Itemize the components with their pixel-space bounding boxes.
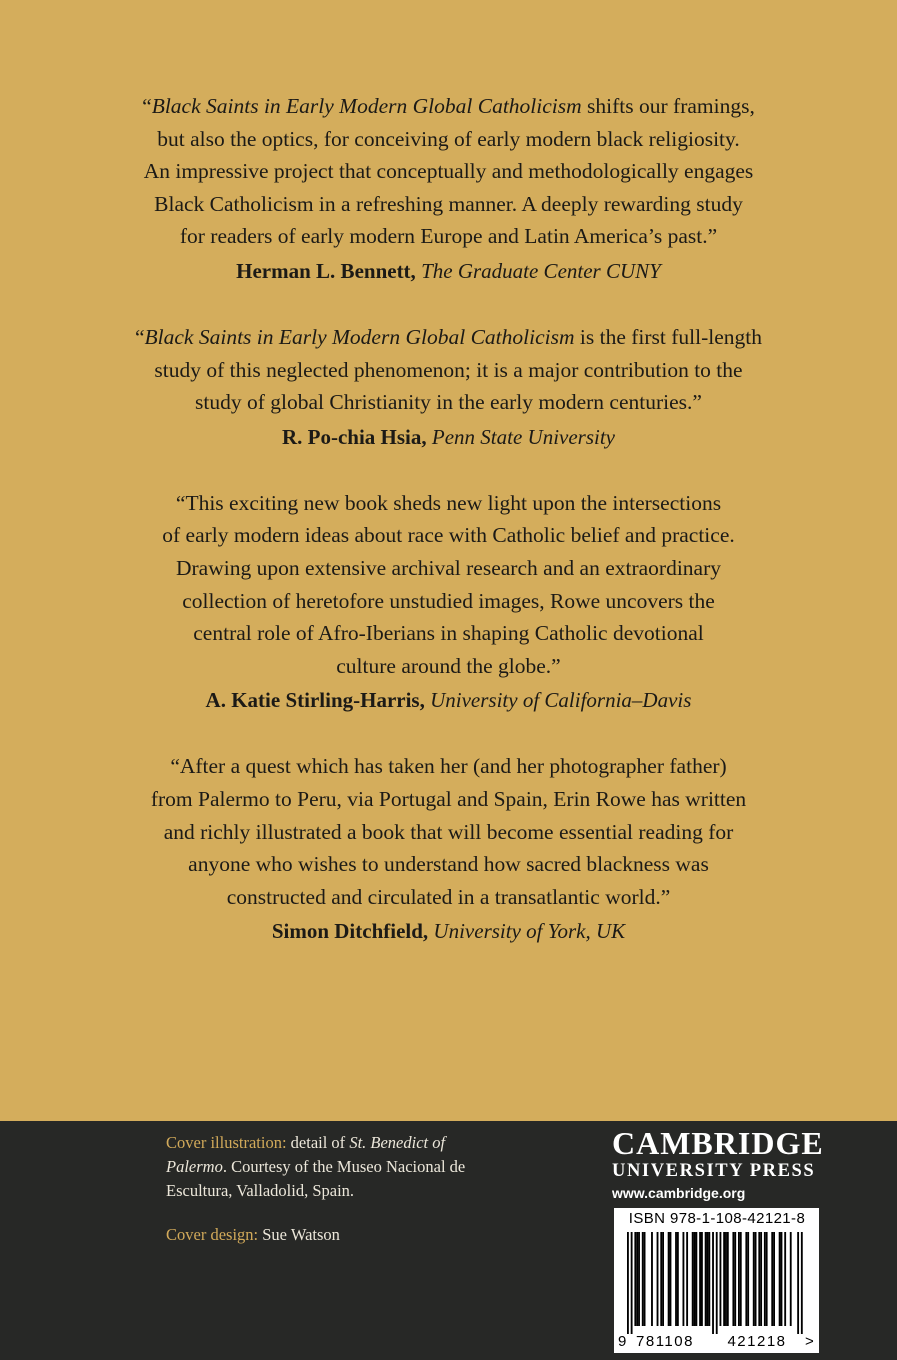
barcode-bar bbox=[755, 1232, 757, 1326]
barcode-bar bbox=[712, 1232, 714, 1334]
barcode-quiet-mark: > bbox=[805, 1333, 814, 1350]
barcode-bar bbox=[771, 1232, 773, 1326]
cover-credits bbox=[166, 1131, 496, 1267]
barcode-digits-right: 421218 bbox=[727, 1333, 787, 1350]
quote-text: “This exciting new book sheds new light upon the intersections bbox=[175, 490, 722, 515]
barcode-bar bbox=[699, 1232, 701, 1326]
barcode-bar bbox=[784, 1232, 786, 1326]
endorsements bbox=[0, 90, 897, 981]
barcode-bar bbox=[631, 1232, 633, 1334]
endorsement-line bbox=[0, 155, 897, 188]
barcode-bar bbox=[627, 1232, 629, 1334]
quote-text: but also the optics, for conceiving of early modern black religiosity. bbox=[157, 126, 740, 151]
endorsement-line bbox=[0, 519, 897, 552]
barcode-bar bbox=[720, 1232, 722, 1326]
barcode-bar bbox=[692, 1232, 694, 1326]
barcode-bar bbox=[634, 1232, 636, 1326]
endorsement bbox=[0, 90, 897, 287]
illustration-credit-post: . Courtesy of the Museo Nacional de Escultura, Valladolid, Spain. bbox=[166, 1157, 466, 1200]
quote-text: constructed and circulated in a transatlantic world.” bbox=[226, 884, 671, 909]
barcode-bar bbox=[675, 1232, 677, 1326]
book-title: Black Saints in Early Modern Global Catholicism bbox=[151, 94, 582, 118]
barcode-bar bbox=[683, 1232, 685, 1326]
barcode-bar bbox=[738, 1232, 740, 1326]
quote-text: for readers of early modern Europe and Latin America’s past.” bbox=[179, 224, 718, 249]
barcode-box bbox=[614, 1208, 819, 1353]
barcode-bar bbox=[725, 1232, 727, 1326]
barcode bbox=[614, 1230, 819, 1352]
barcode-bar bbox=[727, 1232, 729, 1326]
publisher-logo bbox=[612, 1125, 824, 1204]
endorsement-line bbox=[0, 220, 897, 253]
endorsement-line bbox=[0, 783, 897, 816]
quote-text: and richly illustrated a book that will become essential reading for bbox=[163, 819, 734, 844]
endorser-name: R. Po-chia Hsia, bbox=[281, 424, 432, 449]
barcode-bar bbox=[695, 1232, 697, 1326]
barcode-bar bbox=[779, 1232, 781, 1326]
endorser-name: Herman L. Bennett, bbox=[236, 258, 422, 283]
quote-text: An impressive project that conceptually and methodologically engages bbox=[143, 159, 754, 184]
quote-text: Drawing upon extensive archival research and an extraordinary bbox=[175, 555, 722, 580]
barcode-bar bbox=[708, 1232, 710, 1326]
barcode-bar bbox=[764, 1232, 766, 1326]
barcode-bar bbox=[781, 1232, 783, 1326]
barcode-bar bbox=[670, 1232, 672, 1326]
barcode-bar bbox=[638, 1232, 640, 1326]
illustration-title: St. Benedict of Palermo bbox=[166, 1133, 446, 1176]
design-credit-label: Cover design: bbox=[166, 1225, 259, 1244]
publisher-name: CAMBRIDGE bbox=[612, 1125, 824, 1161]
quote-text: study of global Christianity in the early modern centuries.” bbox=[195, 390, 702, 415]
endorsement-line bbox=[0, 321, 897, 354]
barcode-digits-left: 781108 bbox=[636, 1333, 694, 1350]
design-credit bbox=[166, 1223, 496, 1247]
endorsement-line bbox=[0, 650, 897, 683]
endorsement-line bbox=[0, 750, 897, 783]
barcode-bar bbox=[732, 1232, 734, 1326]
quote-text: Black Catholicism in a refreshing manner. A deeply rewarding study bbox=[154, 191, 743, 216]
endorsement-attribution bbox=[0, 421, 897, 453]
illustration-credit bbox=[166, 1131, 496, 1203]
quote-text: “ bbox=[134, 324, 145, 349]
barcode-bar bbox=[723, 1232, 725, 1326]
endorsement bbox=[0, 487, 897, 717]
quote-text: from Palermo to Peru, via Portugal and Spain, Erin Rowe has written bbox=[150, 786, 747, 811]
endorsement-line bbox=[0, 188, 897, 221]
quote-text: culture around the globe.” bbox=[336, 653, 561, 678]
barcode-bar bbox=[734, 1232, 736, 1326]
endorser-name: A. Katie Stirling-Harris, bbox=[205, 688, 431, 713]
endorsement-line bbox=[0, 386, 897, 419]
barcode-bar bbox=[677, 1232, 679, 1326]
endorsement bbox=[0, 321, 897, 453]
endorsement-attribution bbox=[0, 684, 897, 716]
barcode-bar bbox=[747, 1232, 749, 1326]
endorsement-line bbox=[0, 123, 897, 156]
barcode-bar bbox=[773, 1232, 775, 1326]
barcode-bars bbox=[627, 1232, 803, 1334]
barcode-bar bbox=[758, 1232, 760, 1326]
endorsement-line bbox=[0, 585, 897, 618]
endorsement-line bbox=[0, 552, 897, 585]
barcode-bar bbox=[745, 1232, 747, 1326]
endorsement-line bbox=[0, 848, 897, 881]
endorser-name: Simon Ditchfield, bbox=[271, 919, 434, 944]
quote-text: shifts our framings, bbox=[581, 94, 755, 118]
cover-footer bbox=[0, 1121, 897, 1360]
endorsement-line bbox=[0, 354, 897, 387]
quote-text: study of this neglected phenomenon; it is a major contribution to the bbox=[154, 357, 743, 382]
barcode-bar bbox=[701, 1232, 703, 1326]
barcode-bar bbox=[644, 1232, 646, 1326]
barcode-bar bbox=[694, 1232, 696, 1326]
endorser-institution: University of California–Davis bbox=[430, 688, 692, 713]
barcode-bar bbox=[642, 1232, 644, 1326]
endorsement-line bbox=[0, 617, 897, 650]
barcode-bar bbox=[766, 1232, 768, 1326]
endorsement-attribution bbox=[0, 915, 897, 947]
design-credit-name: Sue Watson bbox=[258, 1225, 340, 1244]
isbn-text: ISBN 978-1-108-42121-8 bbox=[628, 1210, 806, 1227]
endorser-institution: University of York, UK bbox=[433, 919, 626, 944]
endorsement-line bbox=[0, 816, 897, 849]
barcode-bar bbox=[660, 1232, 662, 1326]
quote-text: anyone who wishes to understand how sacred blackness was bbox=[188, 852, 709, 877]
endorsement-attribution bbox=[0, 255, 897, 287]
barcode-bar bbox=[790, 1232, 792, 1326]
endorsement-line bbox=[0, 90, 897, 123]
barcode-digit-first: 9 bbox=[618, 1333, 627, 1350]
quote-text: “After a quest which has taken her (and her photographer father) bbox=[170, 754, 727, 779]
illustration-credit-pre: detail of bbox=[286, 1133, 350, 1152]
barcode-bar bbox=[636, 1232, 638, 1326]
barcode-bar bbox=[760, 1232, 762, 1326]
quote-text: is the first full-length bbox=[574, 324, 762, 349]
endorsement-line bbox=[0, 881, 897, 914]
barcode-bar bbox=[707, 1232, 709, 1326]
endorser-institution: The Graduate Center CUNY bbox=[421, 258, 661, 283]
publisher-url: www.cambridge.org bbox=[612, 1185, 746, 1201]
barcode-bar bbox=[753, 1232, 755, 1326]
barcode-bar bbox=[716, 1232, 718, 1334]
quote-text: “ bbox=[142, 94, 152, 118]
endorsement bbox=[0, 750, 897, 947]
barcode-bar bbox=[657, 1232, 659, 1326]
barcode-bar bbox=[740, 1232, 742, 1326]
book-title: Black Saints in Early Modern Global Catholicism bbox=[144, 324, 575, 349]
publisher-subname: UNIVERSITY PRESS bbox=[612, 1161, 816, 1181]
barcode-bar bbox=[651, 1232, 653, 1326]
barcode-bar bbox=[668, 1232, 670, 1326]
quote-text: collection of heretofore unstudied images, Rowe uncovers the bbox=[182, 588, 715, 613]
endorsement-line bbox=[0, 487, 897, 520]
barcode-bar bbox=[686, 1232, 688, 1326]
barcode-bar bbox=[797, 1232, 799, 1334]
barcode-bar bbox=[801, 1232, 803, 1334]
barcode-bar bbox=[662, 1232, 664, 1326]
quote-text: of early modern ideas about race with Catholic belief and practice. bbox=[162, 523, 735, 548]
barcode-bar bbox=[705, 1232, 707, 1326]
illustration-credit-label: Cover illustration: bbox=[166, 1133, 287, 1152]
endorser-institution: Penn State University bbox=[431, 424, 616, 449]
quote-text: central role of Afro-Iberians in shaping Catholic devotional bbox=[193, 621, 704, 646]
